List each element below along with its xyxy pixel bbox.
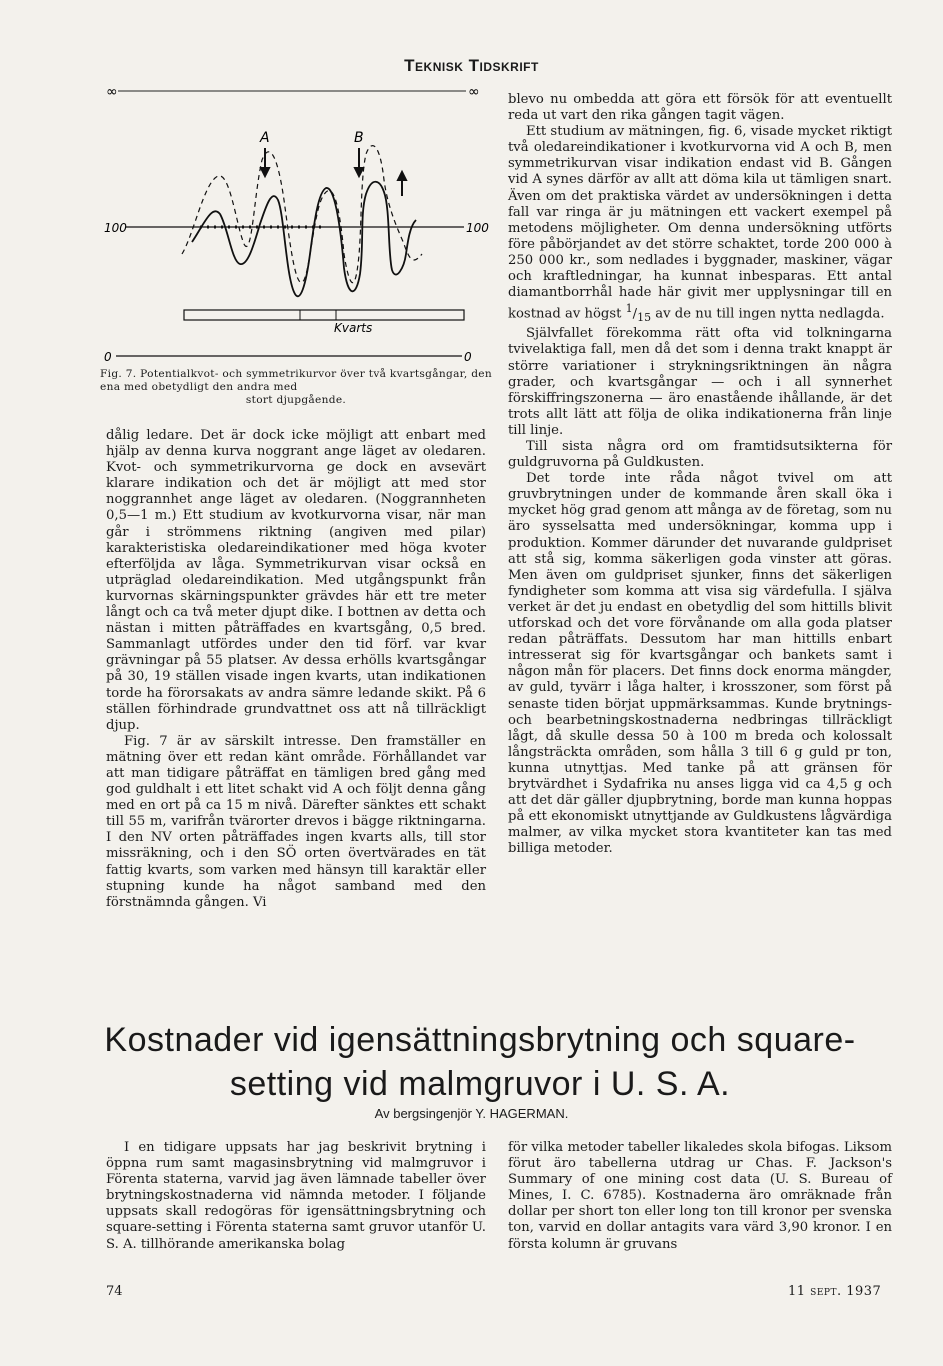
issue-date: 11 sept. 1937 (788, 1284, 882, 1299)
right-column-bottom (508, 1140, 892, 1253)
infinity-label-left: ∞ (106, 84, 118, 100)
paragraph: dålig ledare. Det är dock icke möjligt att enbart med hjälp av denna kurva noggrant ange läget av oledaren. Kvot- och symmetrikurvorna ge dock en avsevärt klarare indikation och det är möjligt att med stor noggrannhet ange läget av oledaren. (Noggrannheten 0,5—1 m.) Ett studium av kvotkurvorna visar, när man går i strömmens riktning (angiven med pilar) karakteristiska oledareindikationer med höga kvoter efterföljda av låga. Symmetrikurvan visar också en utpräglad oledareindikation. Med utgångspunkt från kurvornas skärningspunkter grävdes här ett tre meter långt och ca två meter djupt dike. I bottnen av detta och nästan i mitten påträffades en kvartsgång, 0,5 bred. Sammanlagt utfördes under den tid förf. var kvar grävningar på 55 platser. Av dessa erhölls kvartsgångar på 30, 19 ställen visade ingen kvarts, utan indikationen torde ha förorsakats av andra sämre ledande skikt. På 6 ställen förhindrade grundvattnet oss att nå tillräckligt djup. (106, 428, 486, 733)
paragraph-text: Ett studium av mätningen, fig. 6, visade mycket riktigt två oledareindikationer i kvotkurvorna vid A och B, men symmetrikurvan visar indikation endast vid B. Gången vid A synes därför av allt att döma kila ut tämligen snart. Även om det praktiska värdet av undersökningen i detta fall var ringa är ju mätningen ett vackert exempel på metodens möjligheter. Om denna undersökning utförts före påbörjandet av det större schaktet, torde 200 000 à 250 000 kr., som nedlades i byggnader, maskiner, vägar och kraftledningar, ha kunnat inbesparas. Ett antal diamantborrhål hade här givit mer upplysningar till en kostnad av högst (508, 124, 892, 322)
label-b: B (354, 130, 364, 146)
infinity-label-right: ∞ (468, 84, 480, 100)
figure-caption-cont: stort djupgående. (245, 394, 347, 406)
label-a: A (260, 130, 270, 146)
level-0-left: 0 (104, 350, 112, 364)
paragraph: Självfallet förekomma rätt ofta vid tolkningarna tvivelaktiga fall, men då det som i denna trakt knappt är större variationer i strykningsriktningen än några grader, och kvartsgångar — och i all synnerhet förskiffringszonerna — äro enastående ihållande, är det trots allt lätt att följa de olika indikationerna från linje till linje. (508, 326, 892, 438)
fraction-numerator: 1 (625, 302, 633, 316)
quotient-curve (182, 146, 422, 283)
figure-caption-text: Potentialkvot- och symmetrikurvor över två kvartsgångar, den ena med obetydligt den andra med (100, 368, 492, 393)
paragraph-with-fraction: Ett studium av mätningen, fig. 6, visade mycket riktigt två oledareindikationer i kvotkurvorna vid A och B, men symmetrikurvan visar indikation endast vid B. Gången vid A synes därför av allt att döma kila ut tämligen snart. Även om det praktiska värdet av undersökningen i detta fall var ringa är ju mätningen ett vackert exempel på metodens möjligheter. Om denna undersökning utförts före påbörjandet av det större schaktet, torde 200 000 à 250 000 kr., som nedlades i byggnader, maskiner, vägar och kraftledningar, ha kunnat inbesparas. Ett antal diamantborrhål hade här givit mer upplysningar till en kostnad av högst $^1/_{15}$ av de nu till ingen nytta nedlagda. (508, 124, 892, 325)
level-0-right: 0 (464, 350, 472, 364)
fraction-denominator: 15 (637, 311, 652, 325)
paragraph: blevo nu ombedda att göra ett försök för att eventuellt reda ut vart den rika gången tagit vägen. (508, 92, 892, 124)
left-column-bottom (106, 1140, 486, 1253)
article-byline: Av bergsingenjör Y. HAGERMAN. (374, 1106, 569, 1121)
figure-caption (100, 368, 492, 407)
left-column-top (106, 428, 486, 911)
figure-7 (104, 84, 490, 374)
paragraph: Det torde inte råda något tvivel om att gruvbrytningen under de kommande åren skall öka i mycket hög grad genom att många av de företag, som nu äro sysselsatta med undersökningar, komma upp i produktion. Kommer därunder det nuvarande guldpriset att stå sig, komma säkerligen goda vinster att göras. Men även om guldpriset sjunker, finns det säkerligen fyndigheter som komma att visa sig värdefulla. I själva verket är det ju endast en obetydlig del som hittills blivit utforskad och det vore förvånande om alla goda platser redan påträffats. Dessutom har man hittills enbart intresserat sig för kvartsgångar och bankets samt i någon mån för placers. Det finns dock enorma mängder, av guld, tyvärr i låga halter, i krosszoner, som först på senaste tiden börjat uppmärksammas. Kunde brytnings- och bearbetningskostnaderna nedbringas tillräckligt lågt, då skulle dessa 50 à 100 m breda och kolossalt långsträckta områden, som hålla 3 till 6 g guld pr ton, kunna utnyttjas. Med tanke på att gränsen för brytvärdhet i Sydafrika nu anses ligga vid ca 4,5 g och att det där gäller djupbrytning, borde man kunna hoppas på ett ekonomiskt utnyttjande av Guldkustens lågvärdiga malmer, av vilka mycket stora kvantiteter kan tas med billiga metoder. (508, 471, 892, 857)
figure-7-plot (104, 84, 490, 374)
paragraph: I en tidigare uppsats har jag beskrivit brytning i öppna rum samt magasinsbrytning vid malmgruvor i Förenta staterna, varvid jag även lämnade tabeller över brytningskostnaderna vid nämnda metoder. I följande uppsats skall redogöras för igensättningsbrytning och square-setting i Förenta staterna samt gruvor utanför U. S. A. tillhörande amerikanska bolag (106, 1140, 486, 1252)
article-title: Kostnader vid igensättningsbrytning och square-setting vid malmgruvor i U. S. A. (104, 1021, 856, 1103)
paragraph: Fig. 7 är av särskilt intresse. Den framställer en mätning över ett redan känt område. Förhållandet var att man tidigare påträffat en tämligen bred gång med god guldhalt i ett litet schakt vid A och följt denna gång med en ort på ca 15 m nivå. Därefter sänktes ett schakt till 55 m, varifrån tvärorter drevos i bägge riktningarna. I den NV orten påträffades ingen kvarts alls, till stor missräkning, och i den SÖ orten övertvärades en tät fattig kvarts, som varken med hänsyn till karaktär eller stupning kunde ha något samband med den förstnämnda gången. Vi (106, 733, 486, 910)
label-kvarts: Kvarts (334, 321, 373, 335)
journal-header: Teknisk Tidskrift (404, 56, 539, 75)
quartz-bar (184, 310, 464, 320)
paragraph-text-end: av de nu till ingen nytta nedlagda. (655, 306, 885, 322)
paragraph: för vilka metoder tabeller likaledes skola bifogas. Liksom förut äro tabellerna utdrag ur Chas. F. Jackson's Summary of one mining cost data (U. S. Bureau of Mines, I. C. 6785). Kostnaderna äro omräknade från dollar per short ton eller long ton till kronor per svenska ton, varvid en dollar antagits vara värd 3,90 kronor. I en första kolumn är gruvans (508, 1140, 892, 1252)
paragraph: Till sista några ord om framtidsutsikterna för guldgruvorna på Guldkusten. (508, 439, 892, 471)
figure-caption-label: Fig. 7. (100, 368, 137, 380)
page-number: 74 (106, 1284, 123, 1299)
level-100-left: 100 (104, 221, 127, 235)
level-100-right: 100 (466, 221, 489, 235)
right-column-top (508, 92, 892, 857)
